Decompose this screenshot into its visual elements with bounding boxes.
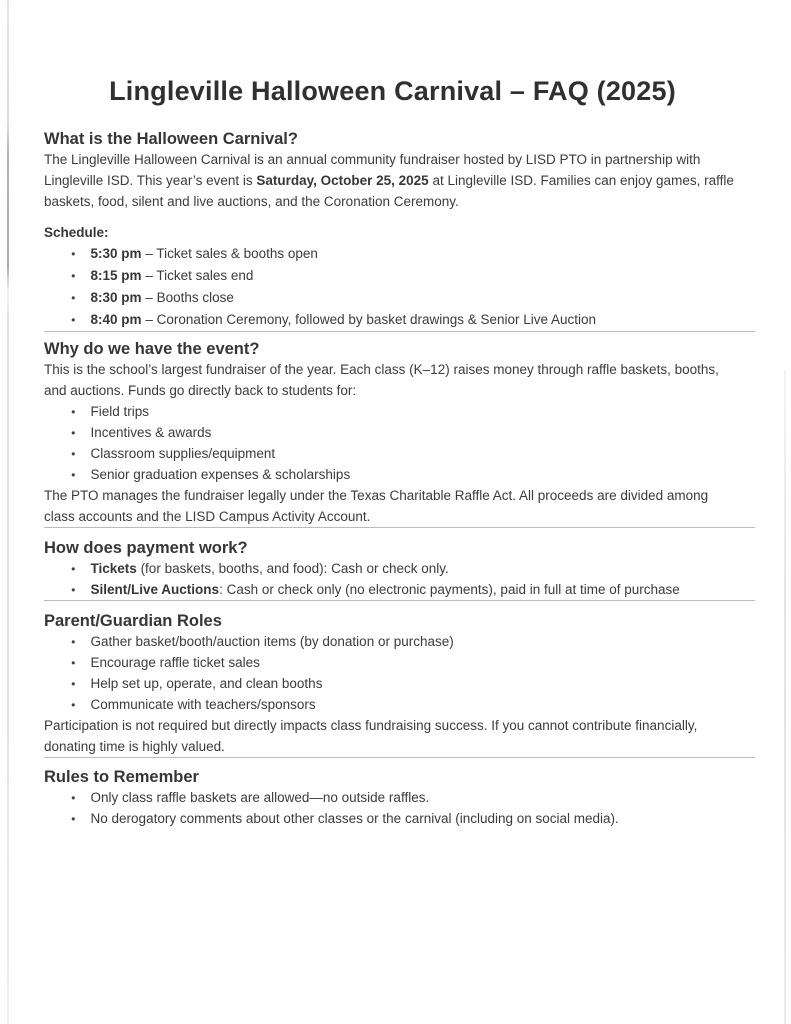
list-item [71, 558, 741, 579]
what-intro-post: at Lingleville ISD. Families can enjoy games, raffle baskets, food, silent and live auctions, and the Coronation Ceremony. [44, 173, 734, 209]
parent-roles-list [44, 631, 741, 715]
schedule-item [71, 265, 741, 287]
schedule-desc: – Ticket sales & booths open [141, 246, 318, 261]
paragraph-parent-outro: Participation is not required but directly impacts class fundraising success. If you cannot contribute financially, donating time is highly valued. [44, 718, 698, 754]
list-item-text: ● Classroom supplies/equipment [90, 446, 276, 461]
section-divider [44, 331, 755, 332]
schedule-list [44, 243, 741, 331]
list-item-text: ● Only class raffle baskets are allowed—no outside raffles. [90, 790, 430, 805]
list-item-text: ● Gather basket/booth/auction items (by donation or purchase) [90, 634, 454, 649]
list-item [71, 787, 741, 808]
schedule-desc: – Ticket sales end [141, 268, 254, 283]
schedule-time: 5:30 pm [90, 246, 142, 261]
list-item-text: ● No derogatory comments about other classes or the carnival (including on social media). [90, 811, 619, 826]
schedule-item-text [91, 309, 597, 331]
schedule-item-text [91, 287, 234, 309]
payment-list [44, 558, 741, 600]
list-item [71, 808, 741, 829]
paragraph-why-outro: The PTO manages the fundraiser legally under the Texas Charitable Raffle Act. All proceeds are divided among class accounts and the LISD Campus Activity Account. [44, 488, 709, 524]
schedule-time: 8:30 pm [90, 290, 142, 305]
payment-label: Tickets [90, 561, 137, 576]
list-item [71, 579, 741, 600]
list-item [71, 694, 741, 715]
schedule-label: Schedule: [44, 225, 109, 240]
paragraph-why-intro: This is the school’s largest fundraiser of the year. Each class (K–12) raises money through raffle baskets, booths, and auctions. Funds go directly back to students for: [44, 362, 719, 398]
section-divider [44, 757, 755, 758]
list-item-text [91, 558, 449, 579]
list-item-text: ● Senior graduation expenses & scholarships [90, 467, 351, 482]
payment-label: Silent/Live Auctions [90, 582, 220, 597]
schedule-time: 8:40 pm [90, 312, 142, 327]
schedule-desc: – Booths close [141, 290, 234, 305]
payment-desc: (for baskets, booths, and food): Cash or check only. [136, 561, 449, 576]
list-item-text: ● Incentives & awards [90, 425, 212, 440]
list-item-text [91, 579, 680, 600]
section-heading-rules: Rules to Remember [44, 768, 199, 786]
list-item [71, 401, 741, 422]
list-item-text: ● Field trips [90, 404, 150, 419]
schedule-item-text [91, 243, 318, 265]
schedule-item-text [91, 265, 254, 287]
list-item [71, 652, 741, 673]
schedule-item [71, 243, 741, 265]
funds-usage-list [44, 401, 741, 485]
schedule-item [71, 309, 741, 331]
event-date-bold: Saturday, October 25, 2025 [256, 173, 429, 188]
section-divider [44, 600, 755, 601]
document-title: Lingleville Halloween Carnival – FAQ (2025) [109, 76, 676, 106]
payment-desc: : Cash or check only (no electronic payments), paid in full at time of purchase [219, 582, 680, 597]
list-item-text: ● Encourage raffle ticket sales [90, 655, 260, 670]
what-intro-pre: The Lingleville Halloween Carnival is an annual community fundraiser hosted by LISD PTO in partnership with Lingleville ISD. This year’s event is [44, 152, 701, 188]
schedule-item [71, 287, 741, 309]
section-heading-payment: How does payment work? [44, 539, 248, 557]
section-heading-why-event: Why do we have the event? [44, 340, 260, 358]
list-item-text: ● Communicate with teachers/sponsors [90, 697, 316, 712]
list-item [71, 631, 741, 652]
section-divider [44, 527, 755, 528]
list-item [71, 464, 741, 485]
list-item-text: ● Help set up, operate, and clean booths [90, 676, 323, 691]
list-item [71, 422, 741, 443]
schedule-time: 8:15 pm [90, 268, 142, 283]
paragraph-what-intro [44, 149, 741, 212]
list-item [71, 673, 741, 694]
section-heading-parent-roles: Parent/Guardian Roles [44, 612, 222, 630]
list-item [71, 443, 741, 464]
schedule-desc: – Coronation Ceremony, followed by basket drawings & Senior Live Auction [141, 312, 597, 327]
section-heading-what-is-carnival: What is the Halloween Carnival? [44, 130, 298, 148]
rules-list [44, 787, 741, 829]
